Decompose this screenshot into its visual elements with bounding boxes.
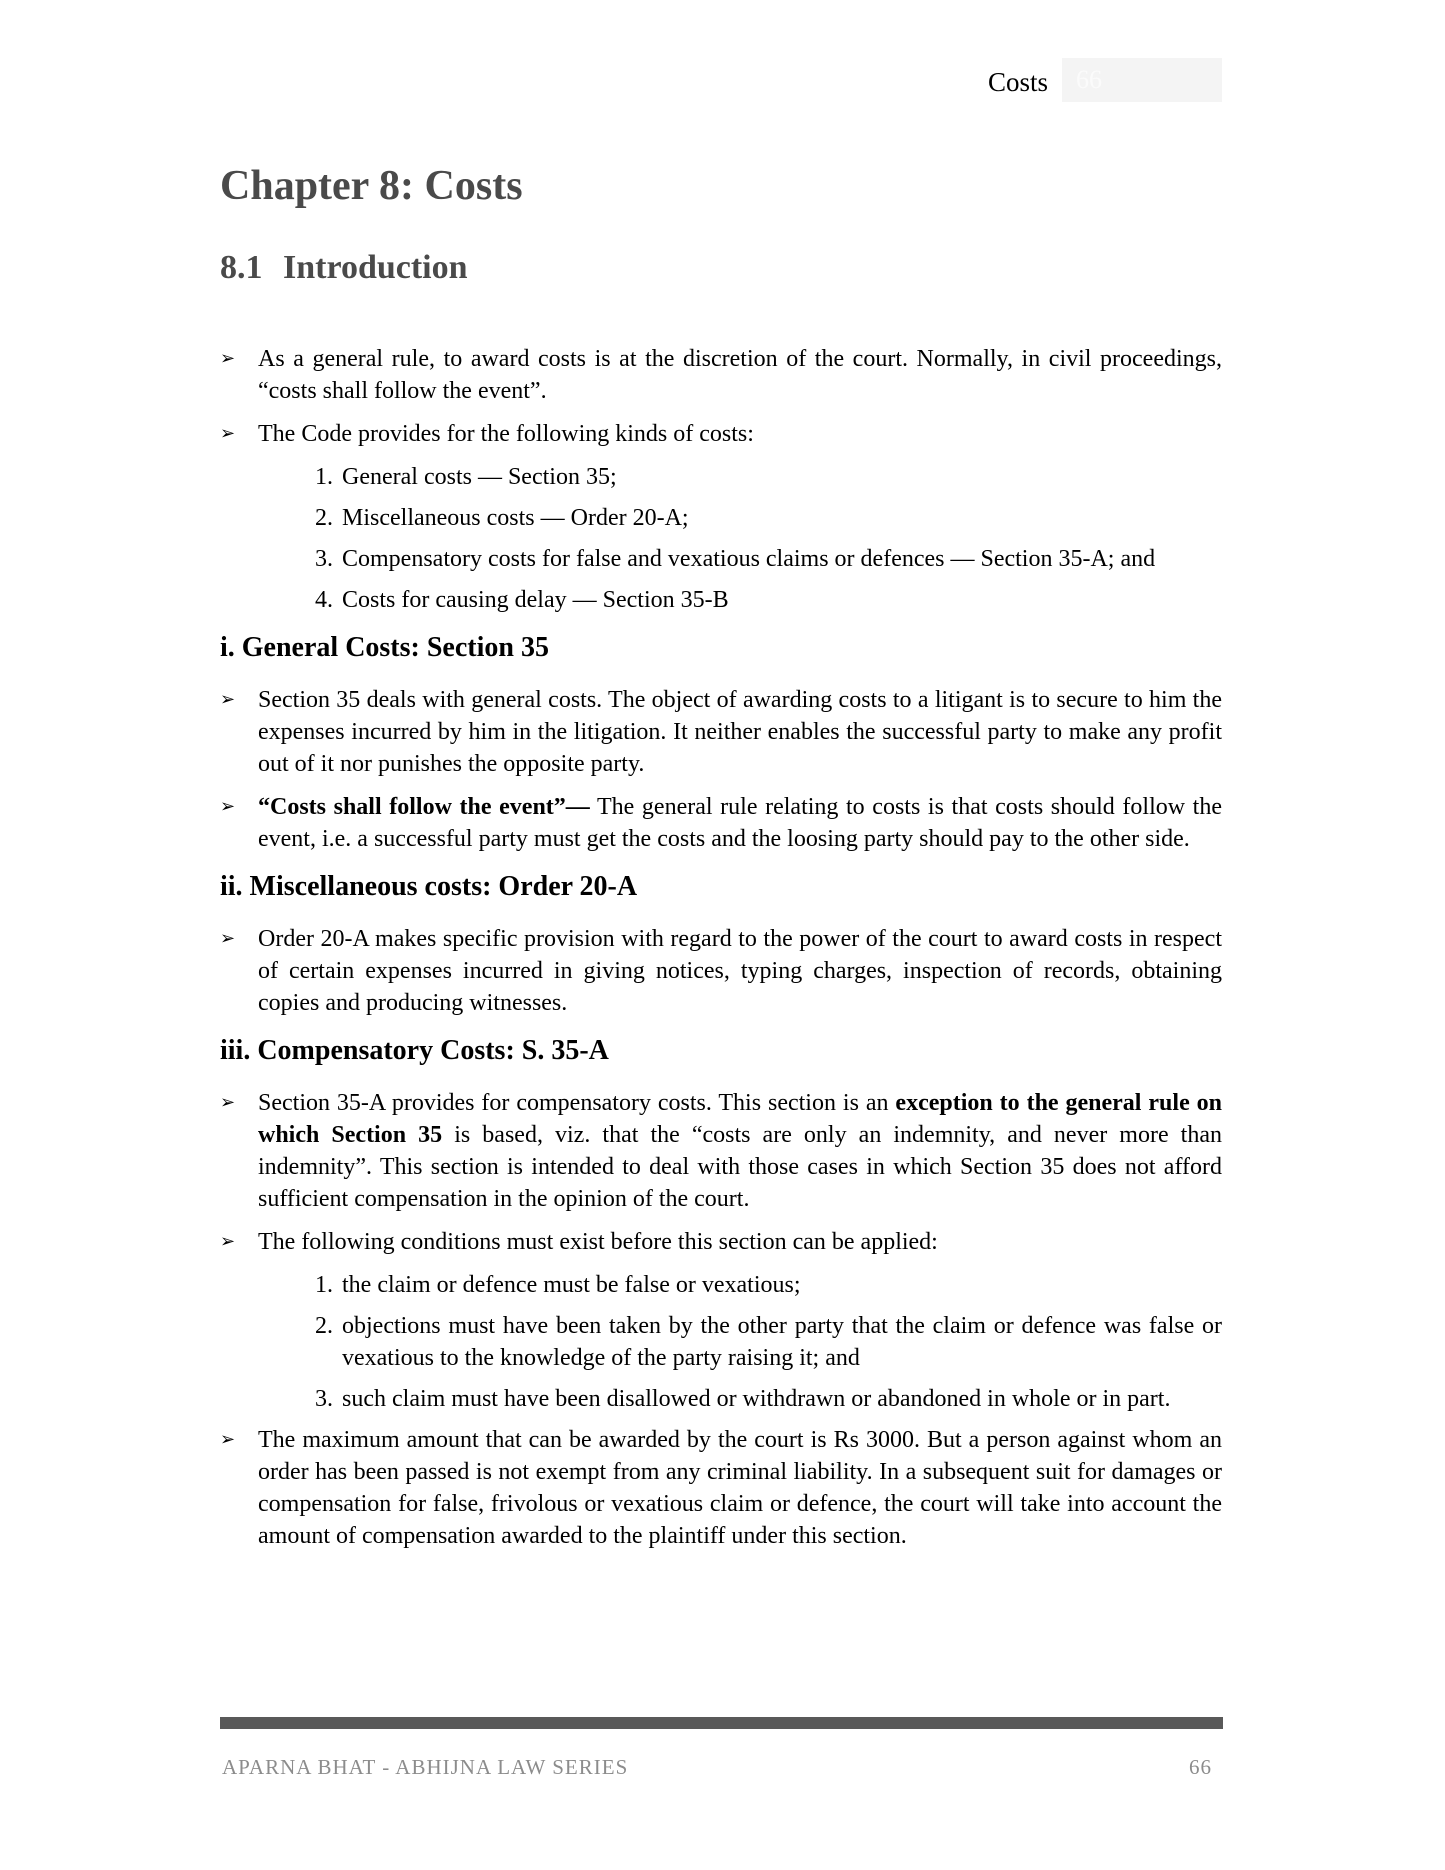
bullet-general-costs [220,684,1222,780]
heading-general-costs: i. General Costs: Section 35 [220,632,549,664]
page-footer [222,1755,1212,1780]
arrow-bullet-icon: ➢ [220,348,236,370]
bullet-text: Section 35 deals with general costs. The object of awarding costs to a litigant is to secure to him the expenses incurred by him in the litigation. It neither enables the successful party to make any profit out of it nor punishes the opposite party. [258,687,1222,778]
bullet-text [258,791,1222,855]
bullet-text [258,1087,1222,1215]
bold-phrase: “Costs shall follow the event”— [258,794,590,821]
bullet-text-rest: is based, viz. that the “costs are only an indemnity, and never more than indemnity”. This section is intended to deal with those cases in which Section 35 does not afford sufficient compensation in the opinion of the court. [258,1122,1222,1213]
list-item [220,543,1222,575]
document-body [220,343,1222,1552]
bullet-text: As a general rule, to award costs is at the discretion of the court. Normally, in civil proceedings, “costs shall follow the event”. [258,346,1222,405]
bullet-text: The following conditions must exist before this section can be applied: [258,1229,938,1256]
list-item-text: the claim or defence must be false or vexatious; [342,1272,801,1299]
header-page-number-box: 66 [1062,58,1222,102]
list-item-number: 1. [315,464,333,491]
bullet-text: The Code provides for the following kinds of costs: [258,421,754,448]
list-item-text: such claim must have been disallowed or withdrawn or abandoned in whole or in part. [342,1386,1171,1413]
bullet-intro-1 [220,343,1222,407]
arrow-bullet-icon: ➢ [220,1231,236,1253]
kinds-of-costs-list [220,461,1222,616]
arrow-bullet-icon: ➢ [220,928,236,950]
list-item-text: Compensatory costs for false and vexatious claims or defences — Section 35-A; and [342,546,1156,573]
bullet-maximum-amount [220,1424,1222,1552]
list-item-text: Costs for causing delay — Section 35-B [342,587,729,614]
list-item-number: 3. [315,546,333,573]
list-item [220,502,1222,534]
list-item-number: 2. [315,505,333,532]
list-item-number: 2. [315,1313,333,1340]
footer-divider-bar [220,1717,1223,1729]
list-item-text: Miscellaneous costs — Order 20-A; [342,505,689,532]
list-item [220,1269,1222,1301]
running-header-title: Costs [987,67,1048,97]
bullet-intro-2 [220,418,1222,450]
footer-series-title: APARNA BHAT - ABHIJNA LAW SERIES [222,1755,629,1779]
list-item [220,461,1222,493]
bullet-miscellaneous [220,923,1222,1019]
list-item-text: General costs — Section 35; [342,464,617,491]
list-item-number: 1. [315,1272,333,1299]
list-item-text: objections must have been taken by the other party that the claim or defence was false or vexatious to the knowledge of the party raising it; and [342,1313,1222,1372]
bold-phrase: exception to the general rule on which Section 35 [258,1090,1223,1149]
arrow-bullet-icon: ➢ [220,796,236,818]
section-heading: 8.1 Introduction [220,249,468,287]
arrow-bullet-icon: ➢ [220,1429,236,1451]
bullet-compensatory [220,1087,1222,1215]
bullet-text-lead: Section 35-A provides for compensatory costs. This section is an [258,1090,896,1117]
heading-miscellaneous-costs: ii. Miscellaneous costs: Order 20-A [220,871,638,903]
list-item-number: 4. [315,587,333,614]
bullet-follow-event [220,791,1222,855]
bullet-conditions [220,1226,1222,1258]
arrow-bullet-icon: ➢ [220,689,236,711]
list-item-number: 3. [315,1386,333,1413]
arrow-bullet-icon: ➢ [220,1092,236,1114]
page-header [220,56,1222,102]
bullet-text: Order 20-A makes specific provision with regard to the power of the court to award costs in respect of certain expenses incurred in giving notices, typing charges, inspection of records, obtaining copies and producing witnesses. [258,926,1222,1017]
arrow-bullet-icon: ➢ [220,423,236,445]
conditions-list [220,1269,1222,1415]
list-item [220,584,1222,616]
bullet-text: The maximum amount that can be awarded by the court is Rs 3000. But a person against whom an order has been passed is not exempt from any criminal liability. In a subsequent suit for damages or compensation for false, frivolous or vexatious claim or defence, the court will take into account the amount of compensation awarded to the plaintiff under this section. [258,1427,1222,1550]
footer-page-number: 66 [1189,1755,1212,1779]
chapter-title: Chapter 8: Costs [220,163,523,209]
heading-compensatory-costs: iii. Compensatory Costs: S. 35-A [220,1035,609,1067]
list-item [220,1383,1222,1415]
list-item [220,1310,1222,1374]
bullet-text-rest: The general rule relating to costs is that costs should follow the event, i.e. a successful party must get the costs and the loosing party should pay to the other side. [258,794,1223,853]
